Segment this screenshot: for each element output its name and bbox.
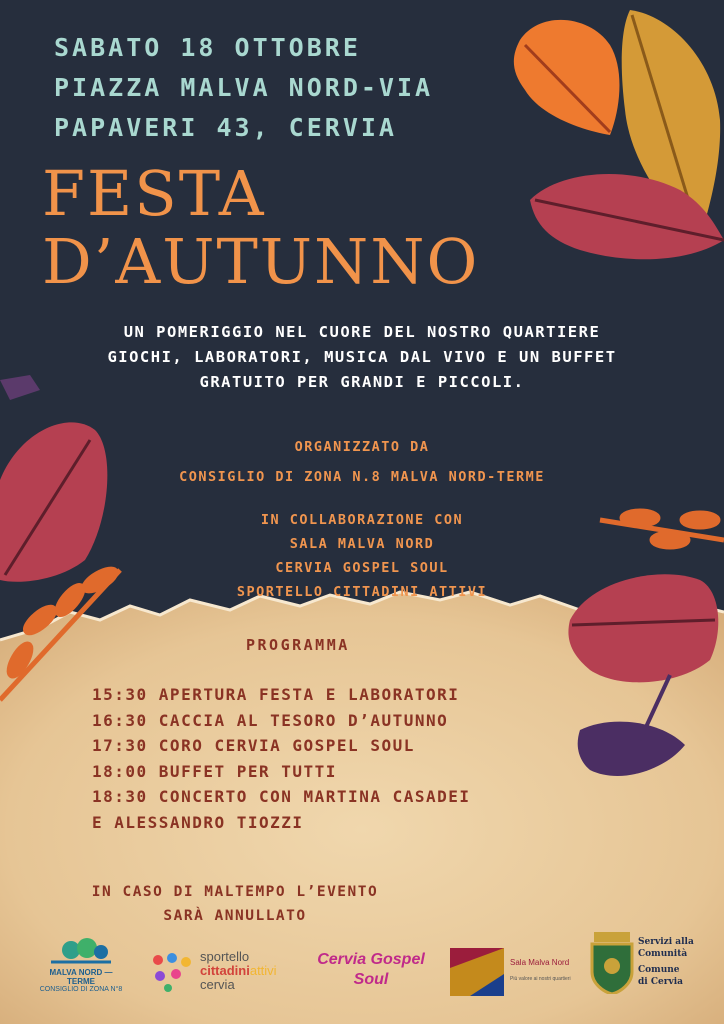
program-item: 17:30 CORO CERVIA GOSPEL SOUL	[92, 736, 415, 755]
sportello-logo	[150, 948, 300, 998]
partner-name: CERVIA GOSPEL SOUL	[275, 560, 449, 576]
location-line: PAPAVERI 43, CERVIA	[54, 113, 397, 142]
attivi-word: attivi	[249, 963, 277, 978]
event-description	[0, 320, 724, 395]
coat-of-arms-icon	[590, 932, 634, 994]
gospel-logo-text: Cervia Gospel Soul	[317, 951, 425, 988]
malva-logo-line: MALVA NORD — TERME	[49, 968, 113, 986]
event-title	[42, 157, 522, 298]
collaboration-block	[0, 508, 724, 604]
cervia-word: cervia	[200, 977, 235, 992]
cervia-gospel-soul-logo	[306, 950, 436, 994]
program-item: 18:00 BUFFET PER TUTTI	[92, 761, 337, 781]
organizer-name: CONSIGLIO DI ZONA N.8 MALVA NORD-TERME	[179, 469, 545, 485]
comune-di-cervia-logo	[590, 932, 720, 996]
comune-line: Comune	[638, 965, 680, 975]
partner-name: SALA MALVA NORD	[289, 536, 435, 552]
comune-line: Comunità	[638, 949, 688, 959]
organizer-block	[0, 432, 724, 492]
sala-logo-subtitle: Più valore ai nostri quartieri	[510, 976, 571, 982]
description-line: GIOCHI, LABORATORI, MUSICA DAL VIVO E UN BUFFET	[107, 348, 617, 366]
program-item: 18:30 CONCERTO CON MARTINA CASADEI	[92, 787, 471, 806]
notice-line: IN CASO DI MALTEMPO L’EVENTO	[91, 884, 379, 900]
program-item: 15:30 APERTURA FESTA E LABORATORI	[92, 685, 460, 704]
event-date-location	[54, 28, 494, 148]
comune-line: Servizi alla	[638, 937, 694, 947]
malva-nord-logo	[36, 936, 126, 992]
malva-logo-line: CONSIGLIO DI ZONA N°8	[39, 986, 123, 993]
dots-icon	[150, 952, 194, 992]
title-line: FESTA	[42, 157, 266, 230]
program-list	[92, 682, 471, 835]
title-line: D’AUTUNNO	[42, 225, 480, 298]
date-line: SABATO 18 OTTOBRE	[54, 33, 361, 62]
program-item: 16:30 CACCIA AL TESORO D’AUTUNNO	[92, 710, 449, 730]
weather-notice	[60, 880, 410, 928]
cittadini-word: cittadini	[200, 963, 250, 978]
partner-name: SPORTELLO CITTADINI ATTIVI	[236, 584, 488, 600]
malva-flower-icon	[41, 936, 121, 964]
notice-line: SARÀ ANNULLATO	[163, 908, 307, 924]
comune-line: di Cervia	[638, 977, 683, 987]
collaboration-label: IN COLLABORAZIONE CON	[260, 512, 464, 528]
autumn-leaves-top-right	[500, 0, 724, 270]
program-item: E ALESSANDRO TIOZZI	[92, 812, 304, 832]
sala-malva-nord-logo	[450, 946, 580, 998]
orange-leaf-icon	[514, 20, 620, 135]
program-title: PROGRAMMA	[246, 636, 350, 654]
sala-logo-icon	[450, 948, 504, 996]
description-line: UN POMERIGGIO NEL CUORE DEL NOSTRO QUARTIERE	[123, 323, 601, 341]
sala-logo-name: Sala Malva Nord	[510, 958, 570, 967]
sportello-word: sportello	[200, 949, 250, 964]
purple-leaf-right-icon	[578, 675, 685, 776]
location-line: PIAZZA MALVA NORD-VIA	[54, 73, 434, 102]
organizer-label: ORGANIZZATO DA	[294, 439, 430, 455]
description-line: GRATUITO PER GRANDI E PICCOLI.	[199, 373, 525, 391]
